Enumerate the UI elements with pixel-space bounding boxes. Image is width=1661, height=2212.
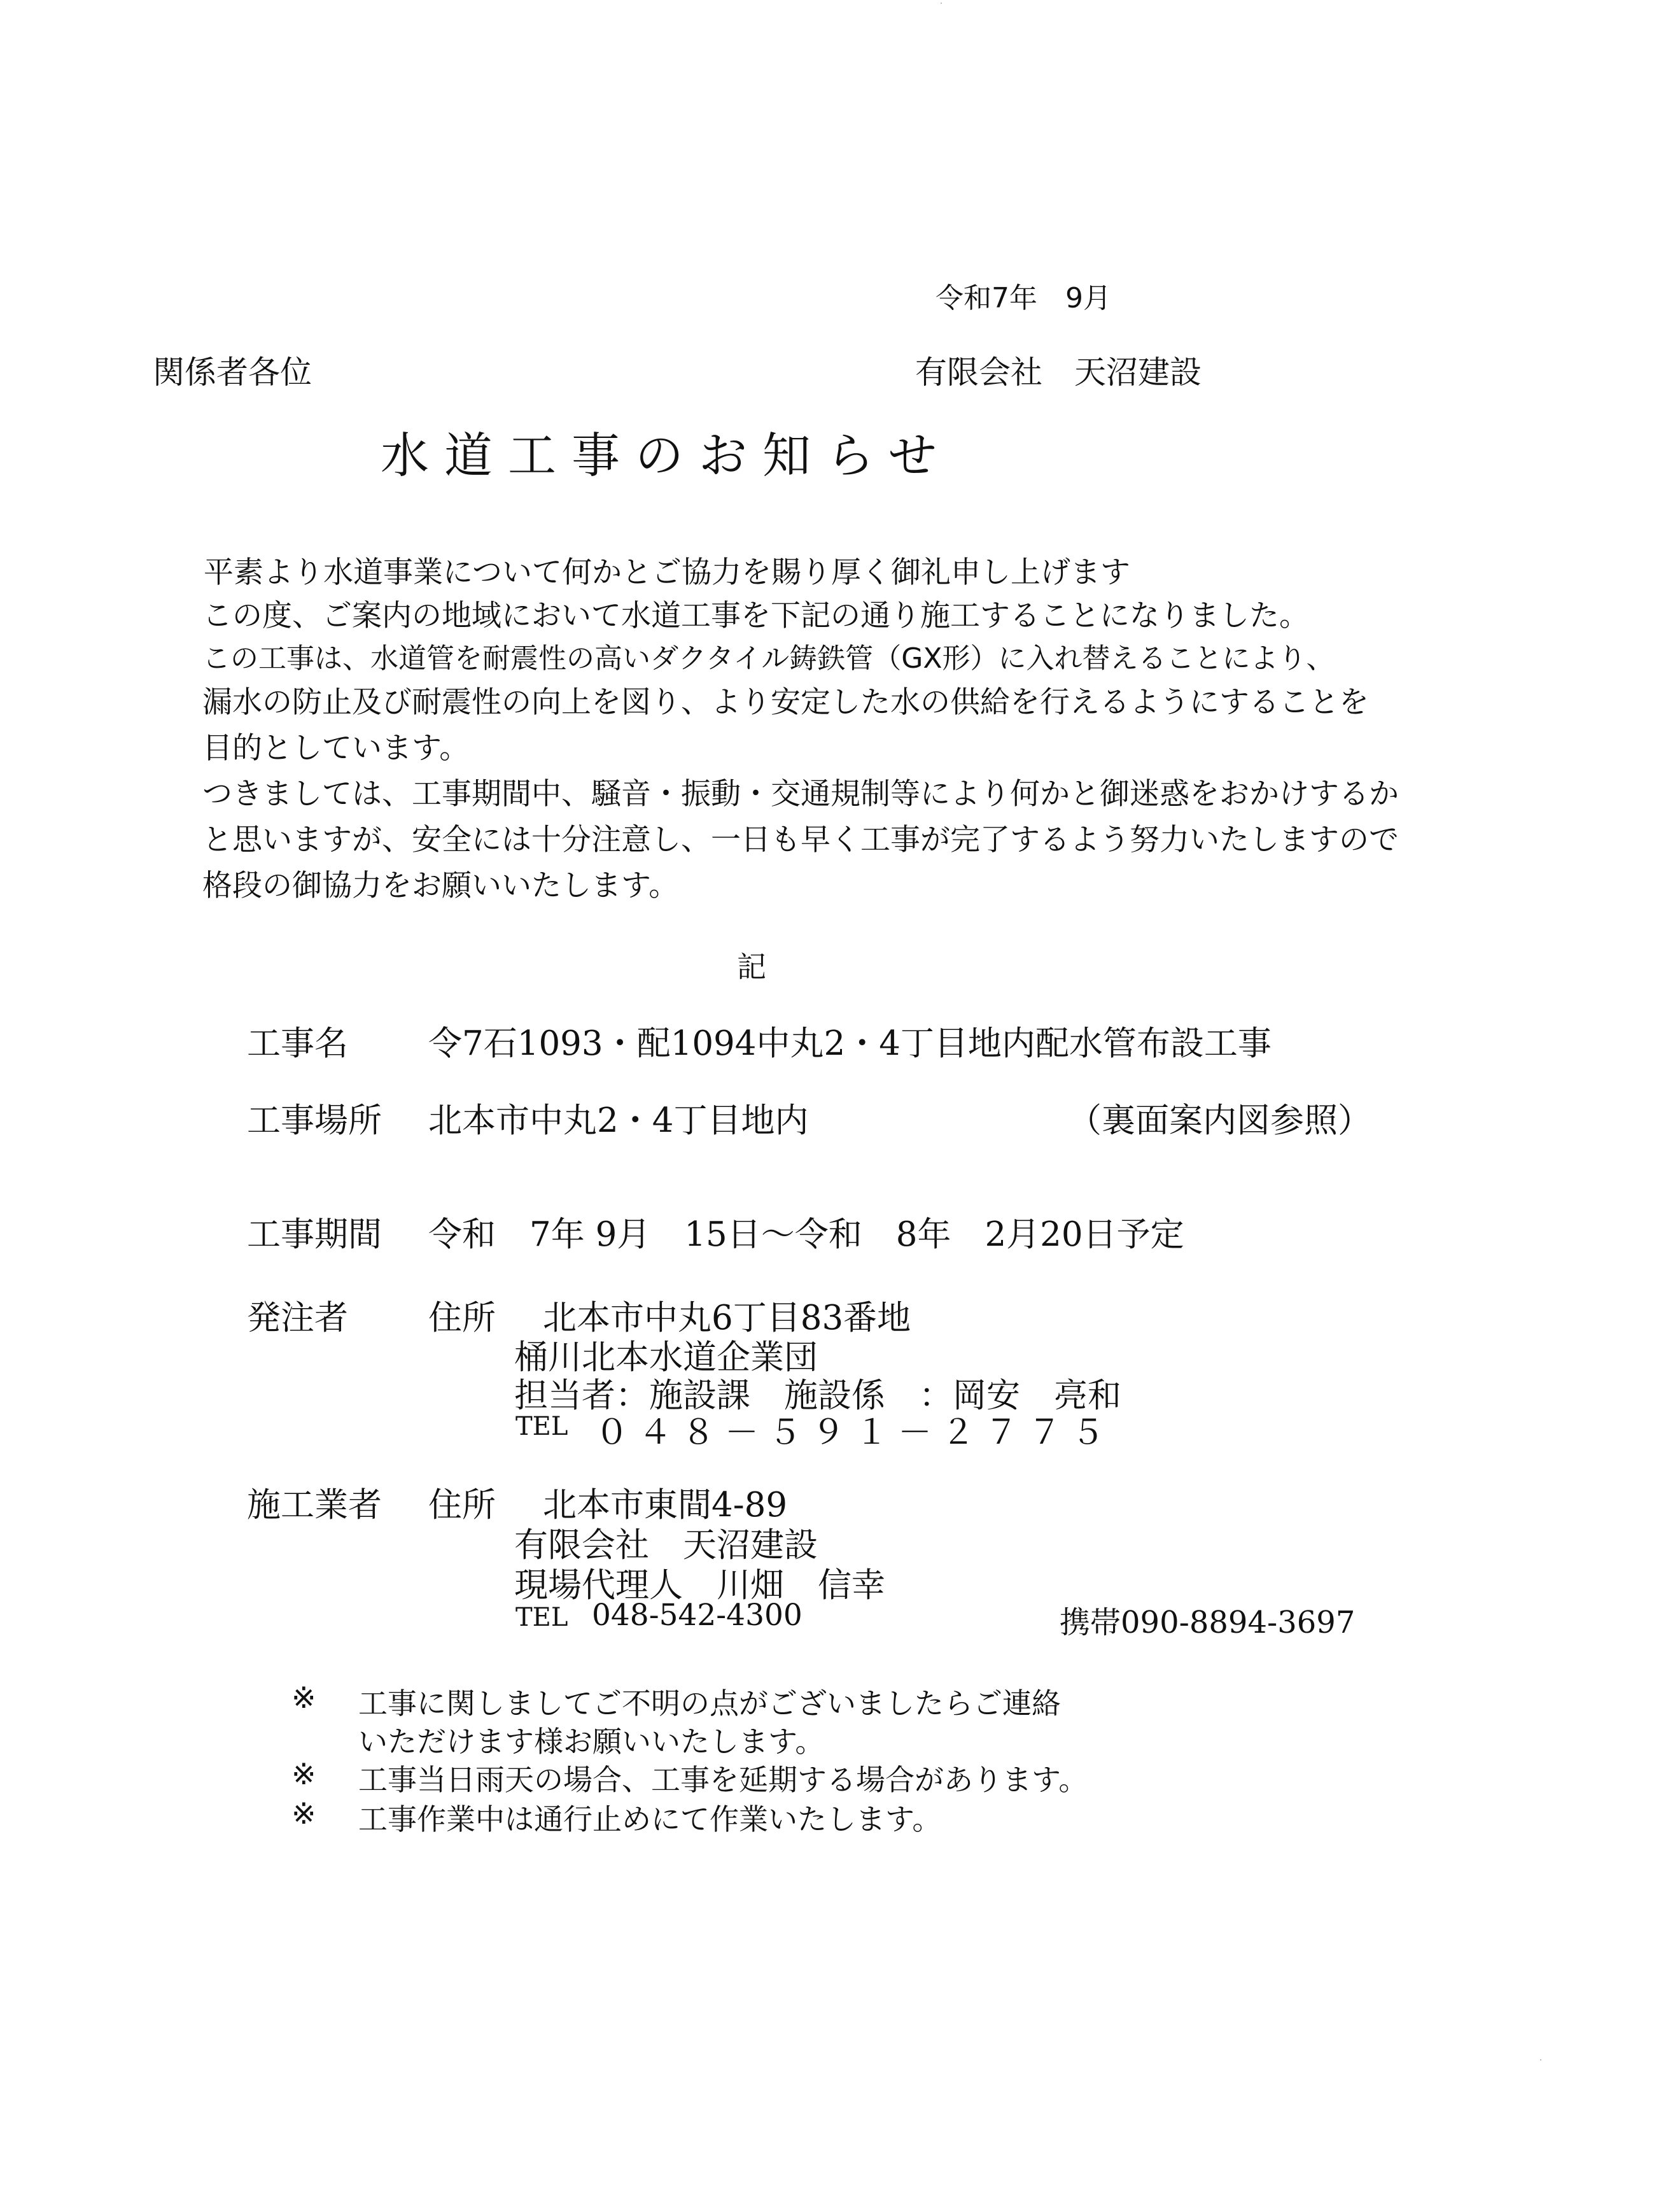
- body-line: つきましては、工事期間中、騒音・振動・交通規制等により何かと御迷惑をおかけするか: [202, 777, 1399, 812]
- addressee: 関係者各位: [153, 354, 312, 391]
- contractor-label: 施工業者: [247, 1486, 382, 1525]
- contractor-address: 北本市東間4-89: [543, 1486, 788, 1525]
- note-text: 工事に関しましてご不明の点がございましたらご連絡: [358, 1686, 1061, 1721]
- body-line: 目的としています。: [202, 731, 470, 766]
- note-mark: ※: [291, 1796, 316, 1831]
- contractor-tel-label: TEL: [515, 1603, 568, 1632]
- note-text: 工事当日雨天の場合、工事を延期する場合があります。: [358, 1763, 1088, 1797]
- scan-speck: [941, 3, 942, 4]
- body-line: この工事は、水道管を耐震性の高いダクタイル鋳鉄管（GX形）に入れ替えることにより、: [202, 642, 1335, 675]
- ki-marker: 記: [737, 950, 766, 984]
- contractor-address-label: 住所: [428, 1486, 496, 1525]
- contractor-tel: 048-542-4300: [592, 1598, 802, 1633]
- client-tel: ０４８－５９１－２７７５: [595, 1413, 1114, 1452]
- page-title: 水道工事のお知らせ: [381, 427, 952, 484]
- body-line: と思いますが、安全には十分注意し、一日も早く工事が完了するよう努力いたしますので: [202, 822, 1399, 857]
- body-line: 漏水の防止及び耐震性の向上を図り、より安定した水の供給を行えるようにすることを: [202, 685, 1369, 720]
- project-period-label: 工事期間: [247, 1215, 382, 1254]
- client-address-label: 住所: [428, 1299, 496, 1337]
- client-organization: 桶川北本水道企業団: [514, 1338, 818, 1377]
- body-line: 格段の御協力をお願いいたします。: [202, 868, 679, 903]
- body-line: この度、ご案内の地域において水道工事を下記の通り施工することになりました。: [202, 598, 1309, 633]
- note-text: いただけます様お願いいたします。: [358, 1724, 825, 1759]
- client-tel-label: TEL: [515, 1412, 568, 1441]
- client-contact-person: 担当者：施設課 施設係 ：岡安 亮和: [514, 1376, 1121, 1415]
- note-mark: ※: [291, 1757, 316, 1791]
- client-address: 北本市中丸6丁目83番地: [543, 1299, 911, 1337]
- contractor-mobile: 携帯090-8894-3697: [1060, 1605, 1356, 1640]
- project-site-label: 工事場所: [247, 1101, 382, 1140]
- project-name: 令7石1093・配1094中丸2・4丁目地内配水管布設工事: [428, 1024, 1272, 1063]
- issuer-company: 有限会社 天沼建設: [915, 354, 1202, 391]
- project-period: 令和 7年 9月 15日～令和 8年 2月20日予定: [428, 1215, 1184, 1254]
- contractor-organization: 有限会社 天沼建設: [514, 1526, 818, 1565]
- note-mark: ※: [291, 1680, 316, 1715]
- contractor-site-agent: 現場代理人 川畑 信幸: [514, 1566, 885, 1605]
- client-label: 発注者: [247, 1299, 348, 1337]
- project-site: 北本市中丸2・4丁目地内: [428, 1101, 809, 1140]
- notice-date: 令和7年 9月: [936, 282, 1111, 314]
- scan-speck: [1540, 2059, 1541, 2061]
- note-text: 工事作業中は通行止めにて作業いたします。: [358, 1802, 942, 1836]
- project-name-label: 工事名: [247, 1024, 348, 1063]
- project-site-reference: （裏面案内図参照）: [1068, 1101, 1371, 1140]
- body-line: 平素より水道事業について何かとご協力を賜り厚く御礼申し上げます: [204, 555, 1131, 590]
